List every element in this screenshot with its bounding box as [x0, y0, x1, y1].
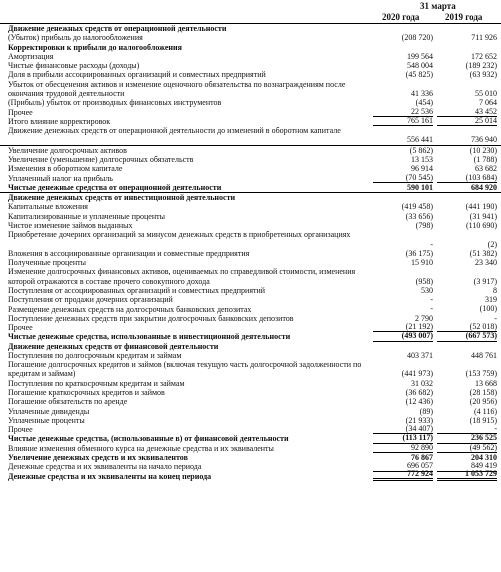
statement-row	[0, 155, 501, 164]
statement-row	[0, 468, 501, 481]
row-label: Размещение денежных средств на долгосрочных банковских депозитах	[8, 304, 252, 314]
value-2019: 319	[485, 295, 497, 305]
value-2019: (153 759)	[465, 369, 497, 379]
value-2019: (110 690)	[465, 220, 497, 230]
value-2020: 13 153	[411, 154, 433, 164]
value-2020: (798)	[415, 220, 433, 230]
value-2019: 8	[493, 285, 497, 295]
statement-row	[0, 43, 501, 52]
statement-row	[0, 388, 501, 397]
row-label: Капитальные вложения	[8, 202, 88, 212]
row-label: Увеличение долгосрочных активов	[8, 145, 127, 155]
row-label: Денежные средства и их эквиваленты на начало периода	[8, 462, 202, 472]
statement-row	[0, 305, 501, 314]
value-2020: 96 914	[411, 164, 433, 174]
value-2020: (36 175)	[405, 248, 433, 258]
value-2020: (21 192)	[373, 322, 433, 332]
value-2019: (100)	[479, 304, 497, 314]
value-2020: (70 545)	[373, 173, 433, 183]
statement-row	[0, 52, 501, 61]
row-label: Полученные проценты	[8, 258, 86, 268]
value-2020: -	[430, 239, 433, 249]
statement-row	[0, 444, 501, 453]
row-label: Поступления по долгосрочным кредитам и займам	[8, 350, 182, 360]
value-2020: 765 161	[373, 116, 433, 126]
value-2020: (21 933)	[405, 415, 433, 425]
value-2019: (667 573)	[437, 331, 497, 341]
value-2019: (28 158)	[469, 388, 497, 398]
value-2020: 696 057	[373, 461, 433, 471]
value-2020: 199 564	[407, 51, 433, 61]
value-2019: 23 340	[475, 258, 497, 268]
row-label: Движение денежных средств от операционной деятельности до изменений в оборотном капитале	[8, 126, 341, 136]
statement-row	[0, 379, 501, 388]
statement-row	[0, 407, 501, 416]
row-label: Движение денежных средств от операционной деятельности	[8, 24, 227, 33]
row-label: Увеличение денежных средств и их эквивалентов	[8, 453, 188, 463]
statement-row	[0, 126, 501, 145]
statement-row	[0, 230, 501, 249]
value-2019: 172 652	[471, 51, 497, 61]
value-2019: 204 310	[471, 453, 497, 462]
row-label: (Прибыль) убыток от производных финансовых инструментов	[8, 98, 222, 108]
statement-row	[0, 70, 501, 79]
statement-row	[0, 117, 501, 126]
statement-row	[0, 221, 501, 230]
row-label: Чистые денежные средства от операционной деятельности	[8, 182, 222, 192]
value-2019: (189 232)	[465, 61, 497, 71]
value-2020: 403 371	[407, 350, 433, 360]
row-label: Чистые денежные средства, использованные в инвестиционной деятельности	[8, 332, 291, 342]
value-2019: (20 956)	[469, 397, 497, 407]
period-header: 31 марта	[420, 1, 456, 11]
row-label: Погашение краткосрочных кредитов и займов	[8, 388, 165, 398]
statement-row	[0, 183, 501, 192]
row-label: (Убыток) прибыль до налогообложения	[8, 33, 143, 43]
row-label: Поступления от продажи дочерних организаций	[8, 295, 173, 305]
value-2019: (2)	[487, 239, 497, 249]
statement-row	[0, 360, 501, 379]
value-2019: 25 014	[437, 116, 497, 126]
row-label: Капитализированные и уплаченные проценты	[8, 211, 165, 221]
row-label: Прочее	[8, 323, 33, 333]
statement-row	[0, 397, 501, 406]
value-2019: (10 230)	[469, 145, 497, 155]
row-label: Движение денежных средств от финансовой деятельности	[8, 341, 219, 351]
row-label: Итого влияние корректировок	[8, 116, 111, 126]
statement-row	[0, 192, 501, 202]
value-2020: (419 458)	[401, 202, 433, 212]
value-2019: (1 788)	[473, 154, 497, 164]
value-2019: 236 525	[437, 433, 497, 443]
value-2019: (103 684)	[437, 173, 497, 183]
row-label: Увеличение (уменьшение) долгосрочных обязательств	[8, 154, 194, 164]
value-2020: 772 924	[373, 469, 433, 481]
statement-row	[0, 295, 501, 304]
value-2019: 736 940	[471, 135, 497, 145]
value-2019: -	[494, 313, 497, 323]
value-2020: 556 441	[407, 135, 433, 145]
row-label: Поступления по краткосрочным кредитам и займам	[8, 378, 185, 388]
value-2020: (493 007)	[373, 331, 433, 341]
statement-row	[0, 145, 501, 155]
value-2020: (34 407)	[373, 424, 433, 434]
value-2020: (33 656)	[405, 211, 433, 221]
value-2019: 13 668	[475, 378, 497, 388]
value-2020: 15 910	[411, 258, 433, 268]
row-label: Корректировки к прибыли до налогообложения	[8, 42, 182, 52]
value-2020: (208 720)	[401, 33, 433, 43]
statement-row	[0, 258, 501, 267]
row-label: Движение денежных средств от инвестиционной деятельности	[8, 193, 236, 203]
row-label: Уплаченные проценты	[8, 415, 85, 425]
value-2019: 711 926	[471, 33, 497, 43]
row-label: Изменение долгосрочных финансовых активов, оцениваемых по справедливой стоимости, изменения которой отражаются в составе прочего совокупного дохода	[8, 267, 356, 286]
row-label: Чистые финансовые расходы (доходы)	[8, 61, 140, 71]
statement-row	[0, 212, 501, 221]
column-header-2019: 2019 года	[445, 12, 483, 22]
statement-row	[0, 23, 501, 33]
value-2020: (5 862)	[409, 145, 433, 155]
value-2020: 22 536	[373, 107, 433, 117]
row-label: Вложения в ассоциированные организации и совместные предприятия	[8, 248, 250, 258]
statement-row	[0, 202, 501, 211]
value-2020: (113 117)	[373, 433, 433, 443]
row-label: Приобретение дочерних организаций за минусом денежных средств в приобретенных организациях	[8, 230, 351, 240]
value-2020: 530	[421, 285, 433, 295]
row-label: Влияние изменения обменного курса на денежные средства и их эквиваленты	[8, 443, 274, 453]
value-2020: -	[430, 304, 433, 314]
value-2019: 684 920	[471, 182, 497, 192]
value-2020: (441 973)	[401, 369, 433, 379]
row-label: Чистые денежные средства, (использованные в) от финансовой деятельности	[8, 434, 289, 444]
row-label: Прочее	[8, 107, 33, 117]
value-2019: 63 682	[475, 164, 497, 174]
value-2019: (63 932)	[469, 70, 497, 80]
value-2019: (49 562)	[437, 443, 497, 453]
row-label: Денежные средства и их эквиваленты на конец периода	[8, 471, 212, 481]
row-label: Уплаченные дивиденды	[8, 406, 90, 416]
statement-row	[0, 174, 501, 183]
statement-row	[0, 351, 501, 360]
value-2019: (31 941)	[469, 211, 497, 221]
value-2019: (51 382)	[469, 248, 497, 258]
value-2019: 1 053 729	[437, 469, 497, 481]
value-2019: (52 018)	[437, 322, 497, 332]
value-2019: 7 064	[479, 98, 497, 108]
value-2019: 55 010	[475, 88, 497, 98]
value-2020: (958)	[415, 276, 433, 286]
value-2020: 41 336	[411, 88, 433, 98]
row-label: Погашение обязательств по аренде	[8, 397, 128, 407]
row-label: Доля в прибыли ассоциированных организаций и совместных предприятий	[8, 70, 266, 80]
statement-row	[0, 267, 501, 286]
value-2020: 548 004	[407, 61, 433, 71]
value-2020: (454)	[415, 98, 433, 108]
value-2020: -	[430, 295, 433, 305]
statement-row	[0, 332, 501, 341]
statement-row	[0, 33, 501, 42]
value-2020: (45 825)	[405, 70, 433, 80]
statement-rows	[0, 23, 501, 481]
value-2019: 448 761	[471, 350, 497, 360]
row-label: Амортизация	[8, 51, 54, 61]
row-label: Чистое изменение займов выданных	[8, 220, 133, 230]
column-header-2020: 2020 года	[382, 12, 420, 22]
statement-row	[0, 80, 501, 99]
value-2020: 590 101	[407, 182, 433, 192]
value-2020: (89)	[419, 406, 433, 416]
value-2019: (4 116)	[473, 406, 497, 416]
value-2019: 43 452	[437, 107, 497, 117]
value-2019: (441 190)	[465, 202, 497, 212]
row-label: Прочее	[8, 425, 33, 435]
row-label: Погашение долгосрочных кредитов и займов (включая текущую часть долгосрочной задолженности по кредитам и займам)	[8, 360, 362, 379]
value-2020: 92 890	[373, 443, 433, 453]
row-label: Изменения в оборотном капитале	[8, 164, 123, 174]
value-2020: 31 032	[411, 378, 433, 388]
statement-row	[0, 286, 501, 295]
value-2019: (18 915)	[469, 415, 497, 425]
row-label: Уплаченный налог на прибыль	[8, 173, 113, 183]
row-label: Убыток от обесценения активов и изменение оценочного обязательства по вознаграждениям после окончания трудовой деятельности	[8, 79, 346, 98]
value-2020: (36 682)	[405, 388, 433, 398]
value-2020: 2 790	[415, 313, 433, 323]
row-label: Поступление денежных средств при закрытии долгосрочных банковских депозитов	[8, 313, 294, 323]
statement-row	[0, 342, 501, 351]
value-2020: (12 436)	[405, 397, 433, 407]
value-2019: 849 419	[437, 461, 497, 471]
value-2019: -	[437, 424, 497, 434]
value-2020: 76 867	[411, 453, 433, 462]
value-2019: (3 917)	[473, 276, 497, 286]
statement-row	[0, 61, 501, 70]
row-label: Поступления от ассоциированных организаций и совместных предприятий	[8, 285, 266, 295]
statement-row	[0, 249, 501, 258]
